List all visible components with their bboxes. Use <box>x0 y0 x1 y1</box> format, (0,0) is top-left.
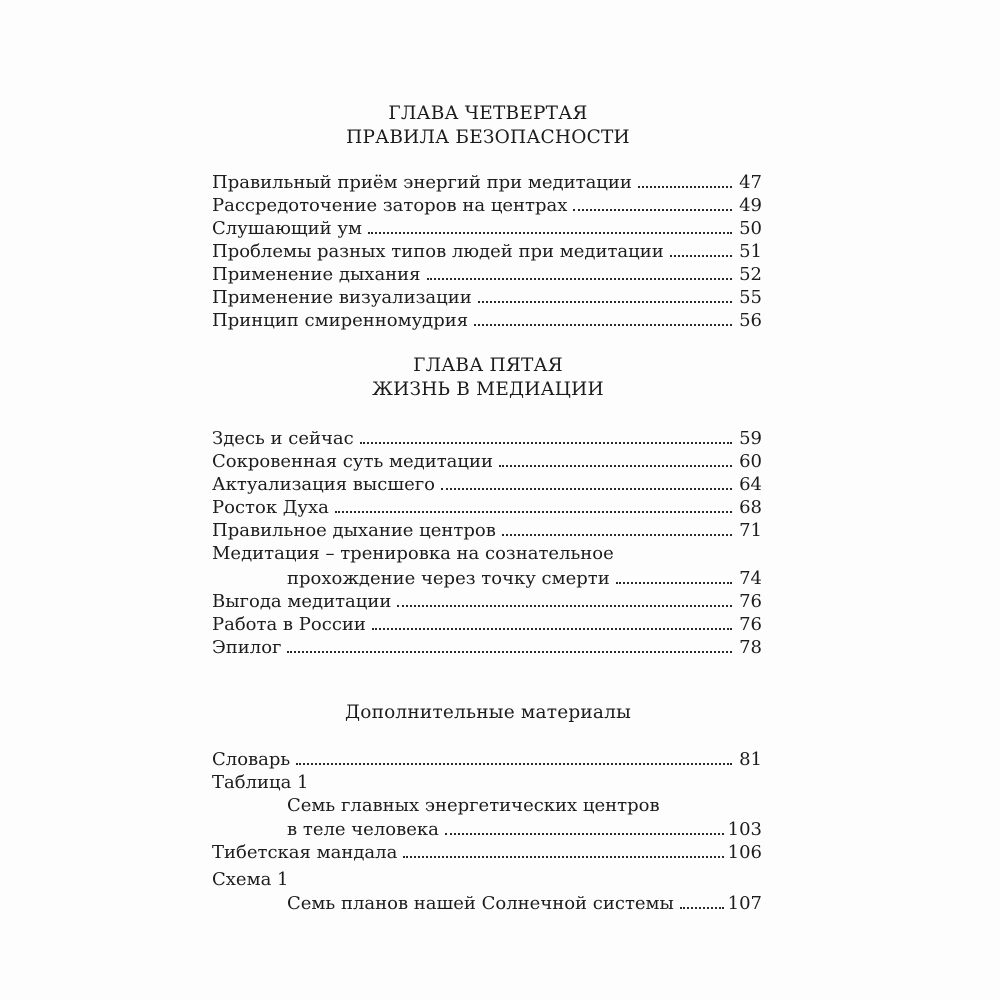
toc-entry <box>212 237 762 261</box>
toc-entry-text: Рассредоточение заторов на центрах <box>212 195 568 216</box>
chapter5-subtitle: ЖИЗНЬ В МЕДИАЦИИ <box>372 379 604 400</box>
toc-entry-page: 106 <box>727 842 762 863</box>
toc-entry-text: Выгода медитации <box>212 591 392 612</box>
toc-entry-text: Слушающий ум <box>212 218 362 239</box>
leader-dots <box>368 231 732 234</box>
leader-dots <box>397 604 732 607</box>
leader-dots <box>502 533 732 536</box>
leader-dots <box>573 208 732 211</box>
toc-entry <box>212 516 762 540</box>
toc-entry <box>212 283 762 307</box>
toc-entry <box>212 424 762 448</box>
toc-entry-page: 47 <box>739 172 762 193</box>
leader-dots <box>478 300 732 303</box>
leader-dots <box>427 277 732 280</box>
toc-entry-page: 51 <box>739 241 762 262</box>
toc-entry-page: 107 <box>727 893 762 914</box>
chapter5-title: ГЛАВА ПЯТАЯ <box>413 355 563 376</box>
leader-dots <box>287 650 732 653</box>
toc-entry <box>212 306 762 330</box>
toc-entry <box>212 260 762 284</box>
toc-entry-text: Правильное дыхание центров <box>212 520 496 541</box>
toc-entry-text: Сокровенная суть медитации <box>212 451 493 472</box>
toc-entry-text: Проблемы разных типов людей при медитации <box>212 241 664 262</box>
toc-entry-page: 49 <box>739 195 762 216</box>
toc-entry-text: Применение дыхания <box>212 264 421 285</box>
leader-dots <box>638 185 732 188</box>
toc-entry <box>212 470 762 494</box>
chapter4-title: ГЛАВА ЧЕТВЕРТАЯ <box>388 103 588 124</box>
toc-entry-page: 60 <box>739 451 762 472</box>
toc-entry <box>212 447 762 471</box>
toc-entry-text: Росток Духа <box>212 497 329 518</box>
leader-dots <box>680 906 724 909</box>
toc-entry-page: 55 <box>739 287 762 308</box>
leader-dots <box>360 441 732 444</box>
toc-entry <box>212 493 762 517</box>
toc-entry <box>212 745 762 769</box>
leader-dots <box>335 510 732 513</box>
toc-entry-text: Работа в России <box>212 614 366 635</box>
leader-dots <box>372 627 732 630</box>
toc-entry <box>212 587 762 611</box>
table1-label: Таблица 1 <box>212 772 309 793</box>
toc-entry-text: Применение визуализации <box>212 287 472 308</box>
toc-entry-text: Медитация – тренировка на сознательное <box>212 543 614 564</box>
toc-entry-text: Словарь <box>212 749 291 770</box>
toc-entry-page: 81 <box>739 749 762 770</box>
toc-entry-page: 59 <box>739 428 762 449</box>
toc-entry <box>212 610 762 634</box>
toc-entry-text: Актуализация высшего <box>212 474 435 495</box>
toc-entry-page: 76 <box>739 591 762 612</box>
toc-entry-page: 71 <box>739 520 762 541</box>
leader-dots <box>670 254 732 257</box>
toc-entry-page: 78 <box>739 637 762 658</box>
toc-entry <box>287 564 762 588</box>
toc-entry-text: в теле человека <box>287 819 439 840</box>
toc-entry-page: 52 <box>739 264 762 285</box>
leader-dots <box>445 832 724 835</box>
toc-entry-page: 76 <box>739 614 762 635</box>
leader-dots <box>441 487 732 490</box>
leader-dots <box>403 855 723 858</box>
toc-entry-text: Здесь и сейчас <box>212 428 354 449</box>
toc-entry-page: 74 <box>739 568 762 589</box>
toc-entry <box>212 214 762 238</box>
leader-dots <box>499 464 732 467</box>
toc-entry-text: Семь планов нашей Солнечной системы <box>287 893 674 914</box>
leader-dots <box>616 581 732 584</box>
toc-entry-page: 103 <box>727 819 762 840</box>
toc-entry <box>212 191 762 215</box>
toc-entry <box>287 815 762 839</box>
toc-entry-text: Эпилог <box>212 637 282 658</box>
scheme1-label: Схема 1 <box>212 869 289 890</box>
toc-entry <box>212 168 762 192</box>
appendix-title: Дополнительные материалы <box>344 702 632 723</box>
toc-entry-text: прохождение через точку смерти <box>287 568 610 589</box>
toc-entry-page: 64 <box>739 474 762 495</box>
toc-entry-text: Семь главных энергетических центров <box>287 795 660 816</box>
toc-entry-text: Правильный приём энергий при медитации <box>212 172 632 193</box>
leader-dots <box>474 323 732 326</box>
toc-entry-text: Тибетская мандала <box>212 842 398 863</box>
toc-entry <box>287 889 762 913</box>
toc-entry-text: Принцип смиренномудрия <box>212 310 469 331</box>
leader-dots <box>296 762 732 765</box>
toc-entry-page: 50 <box>739 218 762 239</box>
toc-entry <box>212 838 762 862</box>
toc-entry-page: 68 <box>739 497 762 518</box>
toc-entry <box>212 633 762 657</box>
toc-entry-page: 56 <box>739 310 762 331</box>
chapter4-subtitle: ПРАВИЛА БЕЗОПАСНОСТИ <box>346 127 630 148</box>
